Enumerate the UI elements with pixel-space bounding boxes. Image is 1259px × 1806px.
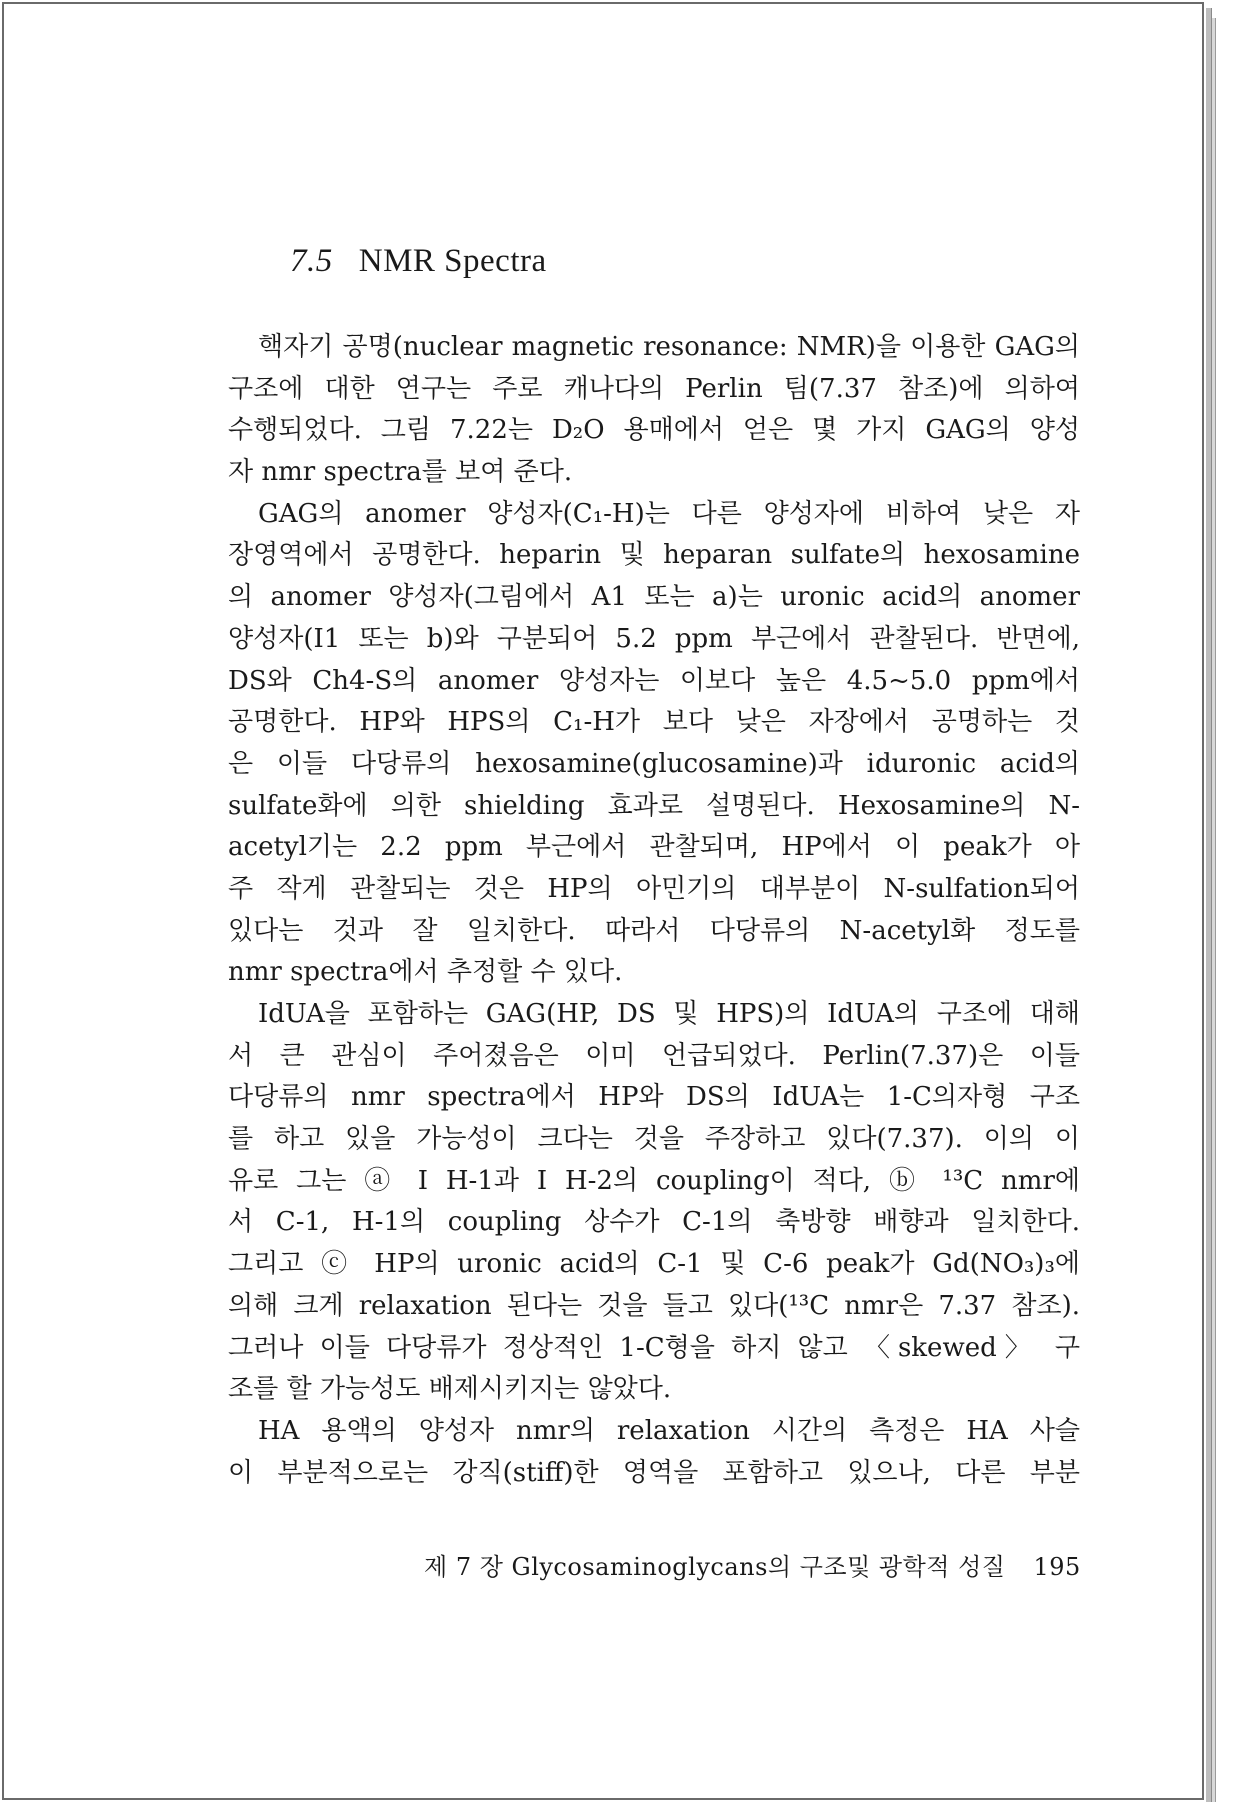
text-line: 조를 할 가능성도 배제시키지는 않았다.: [228, 1374, 672, 1405]
page-number: 195: [1033, 1553, 1081, 1581]
text-line: 서 큰 관심이 주어졌음은 이미 언급되었다. Perlin(7.37)은 이들: [228, 1040, 1080, 1071]
text-line: 의 anomer 양성자(그림에서 A1 또는 a)는 uronic acid의 anomer: [228, 582, 1080, 613]
text-line: GAG의 anomer 양성자(C₁-H)는 다른 양성자에 비하여 낮은 자: [258, 498, 1080, 529]
text-line: DS와 Ch4-S의 anomer 양성자는 이보다 높은 4.5~5.0 ppm에서: [228, 665, 1080, 696]
text-line: 다당류의 nmr spectra에서 HP와 DS의 IdUA는 1-C의자형 구조: [228, 1082, 1080, 1113]
body-text: [228, 327, 1080, 1494]
page-footer: [424, 1547, 1081, 1582]
text-line: 서 C-1, H-1의 coupling 상수가 C-1의 축방향 배향과 일치한다.: [228, 1207, 1080, 1238]
text-line: 구조에 대한 연구는 주로 캐나다의 Perlin 팀(7.37 참조)에 의하여: [228, 373, 1080, 404]
text-line: IdUA을 포함하는 GAG(HP, DS 및 HPS)의 IdUA의 구조에 대해: [258, 999, 1080, 1029]
text-line: 핵자기 공명(nuclear magnetic resonance: NMR)을 이용한 GAG의: [258, 332, 1080, 362]
text-line: 이 부분적으로는 강직(stiff)한 영역을 포함하고 있으나, 다른 부분: [228, 1457, 1080, 1488]
text-line: 그러나 이들 다당류가 정상적인 1-C형을 하지 않고 〈skewed〉 구: [228, 1332, 1080, 1363]
text-line: 를 하고 있을 가능성이 크다는 것을 주장하고 있다(7.37). 이의 이: [228, 1124, 1080, 1155]
text-line: acetyl기는 2.2 ppm 부근에서 관찰되며, HP에서 이 peak가 아: [228, 832, 1080, 863]
section-number: 7.5: [290, 243, 333, 279]
text-line: HA 용액의 양성자 nmr의 relaxation 시간의 측정은 HA 사슬: [258, 1415, 1080, 1446]
text-line: 그리고 ⓒ HP의 uronic acid의 C-1 및 C-6 peak가 Gd(NO₃)₃에: [228, 1249, 1080, 1280]
page-edge-back: [1212, 18, 1216, 1802]
text-line: 의해 크게 relaxation 된다는 것을 들고 있다(¹³C nmr은 7.37 참조).: [228, 1290, 1080, 1321]
text-line: 장영역에서 공명한다. heparin 및 heparan sulfate의 hexosamine: [228, 540, 1080, 571]
text-line: 은 이들 다당류의 hexosamine(glucosamine)과 iduronic acid의: [228, 748, 1080, 779]
text-line: 주 작게 관찰되는 것은 HP의 아민기의 대부분이 N-sulfation되어: [228, 873, 1080, 904]
running-head: 제 7 장 Glycosaminoglycans의 구조및 광학적 성질: [424, 1553, 1006, 1581]
text-line: 수행되었다. 그림 7.22는 D₂O 용매에서 얻은 몇 가지 GAG의 양성: [228, 415, 1080, 446]
text-line: 양성자(I1 또는 b)와 구분되어 5.2 ppm 부근에서 관찰된다. 반면에,: [228, 623, 1080, 654]
text-line: nmr spectra에서 추정할 수 있다.: [228, 957, 623, 988]
section-title: NMR Spectra: [358, 243, 547, 279]
text-line: 유로 그는 ⓐ I H-1과 I H-2의 coupling이 적다, ⓑ ¹³C nmr에: [228, 1165, 1080, 1196]
text-line: sulfate화에 의한 shielding 효과로 설명된다. Hexosamine의 N-: [228, 790, 1080, 821]
text-line: 공명한다. HP와 HPS의 C₁-H가 보다 낮은 자장에서 공명하는 것: [228, 707, 1080, 738]
section-heading: [290, 240, 547, 280]
text-line: 자 nmr spectra를 보여 준다.: [228, 457, 573, 488]
text-line: 있다는 것과 잘 일치한다. 따라서 다당류의 N-acetyl화 정도를: [228, 915, 1080, 946]
